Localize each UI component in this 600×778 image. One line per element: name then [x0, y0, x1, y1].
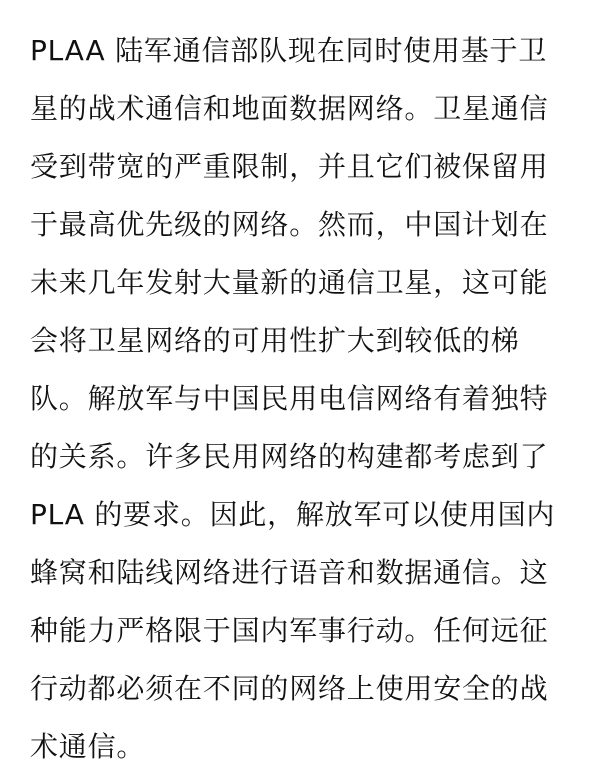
text-line-8: 的关系。许多民用网络的构建都考虑到了: [30, 440, 549, 473]
text-line-11: 种能力严格限于国内军事行动。任何远征: [30, 614, 549, 647]
text-line-6: 会将卫星网络的可用性扩大到较低的梯: [30, 324, 520, 357]
text-line-3: 受到带宽的严重限制，并且它们被保留用: [30, 150, 549, 183]
text-line-1: PLAA 陆军通信部队现在同时使用基于卫: [30, 34, 548, 67]
text-line-9: PLA 的要求。因此，解放军可以使用国内: [30, 498, 556, 531]
text-line-5: 未来几年发射大量新的通信卫星，这可能: [30, 266, 549, 299]
text-line-12: 行动都必须在不同的网络上使用安全的战: [30, 672, 549, 705]
text-line-10: 蜂窝和陆线网络进行语音和数据通信。这: [30, 556, 549, 589]
body-paragraph: [30, 22, 570, 776]
text-line-13: 术通信。: [30, 730, 146, 763]
text-line-4: 于最高优先级的网络。然而，中国计划在: [30, 208, 549, 241]
text-line-7: 队。解放军与中国民用电信网络有着独特: [30, 382, 549, 415]
text-line-2: 星的战术通信和地面数据网络。卫星通信: [30, 92, 549, 125]
